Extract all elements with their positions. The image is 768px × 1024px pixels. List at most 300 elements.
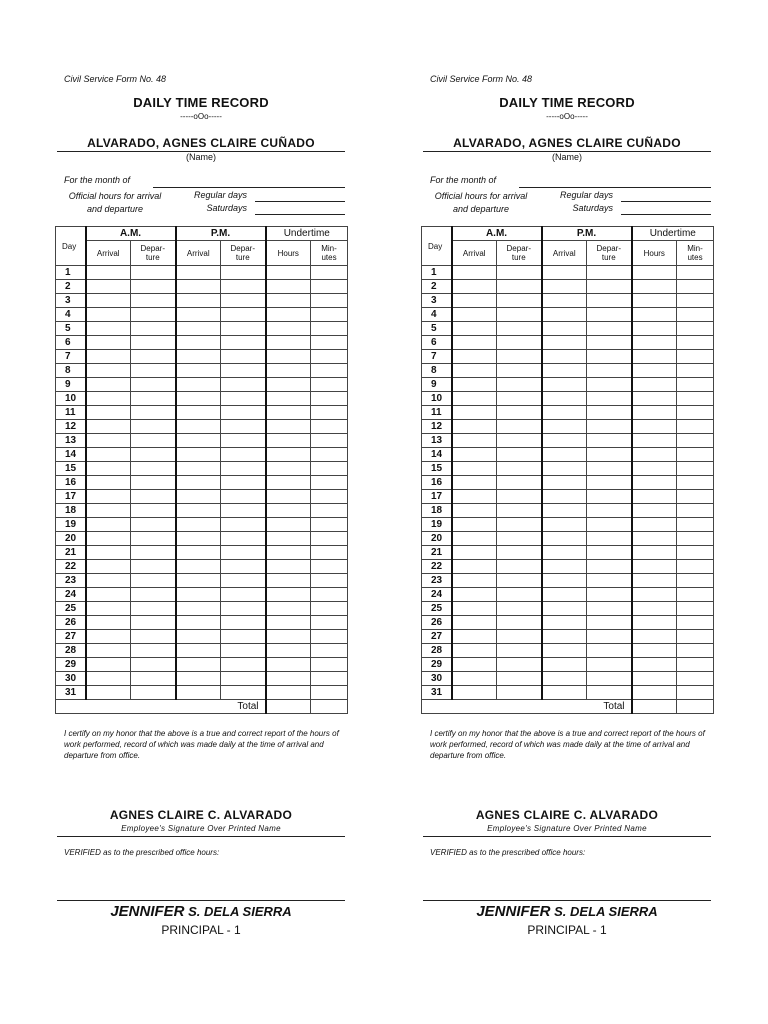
pm-departure-cell[interactable] bbox=[587, 280, 632, 294]
am-arrival-cell[interactable] bbox=[452, 406, 497, 420]
am-arrival-cell[interactable] bbox=[86, 392, 131, 406]
month-field[interactable] bbox=[519, 187, 711, 188]
am-arrival-cell[interactable] bbox=[452, 392, 497, 406]
am-departure-cell[interactable] bbox=[497, 448, 542, 462]
am-departure-cell[interactable] bbox=[497, 392, 542, 406]
undertime-hours-cell[interactable] bbox=[632, 266, 677, 280]
am-departure-cell[interactable] bbox=[131, 490, 176, 504]
undertime-minutes-cell[interactable] bbox=[677, 518, 714, 532]
am-arrival-cell[interactable] bbox=[86, 294, 131, 308]
undertime-hours-cell[interactable] bbox=[266, 602, 311, 616]
am-arrival-cell[interactable] bbox=[86, 448, 131, 462]
am-arrival-cell[interactable] bbox=[452, 378, 497, 392]
pm-departure-cell[interactable] bbox=[587, 644, 632, 658]
undertime-hours-cell[interactable] bbox=[266, 322, 311, 336]
undertime-minutes-cell[interactable] bbox=[311, 294, 348, 308]
am-departure-cell[interactable] bbox=[497, 532, 542, 546]
am-arrival-cell[interactable] bbox=[86, 588, 131, 602]
pm-arrival-cell[interactable] bbox=[176, 378, 221, 392]
am-departure-cell[interactable] bbox=[131, 574, 176, 588]
am-departure-cell[interactable] bbox=[497, 658, 542, 672]
am-departure-cell[interactable] bbox=[497, 336, 542, 350]
undertime-hours-cell[interactable] bbox=[632, 686, 677, 700]
am-departure-cell[interactable] bbox=[497, 518, 542, 532]
am-arrival-cell[interactable] bbox=[452, 322, 497, 336]
pm-departure-cell[interactable] bbox=[221, 378, 266, 392]
undertime-minutes-cell[interactable] bbox=[677, 532, 714, 546]
pm-arrival-cell[interactable] bbox=[542, 294, 587, 308]
pm-departure-cell[interactable] bbox=[587, 406, 632, 420]
undertime-hours-cell[interactable] bbox=[266, 448, 311, 462]
pm-departure-cell[interactable] bbox=[587, 630, 632, 644]
undertime-minutes-cell[interactable] bbox=[311, 364, 348, 378]
pm-arrival-cell[interactable] bbox=[176, 616, 221, 630]
undertime-hours-cell[interactable] bbox=[632, 294, 677, 308]
undertime-hours-cell[interactable] bbox=[266, 294, 311, 308]
undertime-hours-cell[interactable] bbox=[632, 588, 677, 602]
pm-arrival-cell[interactable] bbox=[542, 658, 587, 672]
undertime-minutes-cell[interactable] bbox=[311, 392, 348, 406]
undertime-hours-cell[interactable] bbox=[632, 574, 677, 588]
am-arrival-cell[interactable] bbox=[86, 686, 131, 700]
pm-departure-cell[interactable] bbox=[587, 350, 632, 364]
pm-arrival-cell[interactable] bbox=[176, 658, 221, 672]
pm-departure-cell[interactable] bbox=[221, 434, 266, 448]
undertime-minutes-cell[interactable] bbox=[677, 364, 714, 378]
undertime-hours-cell[interactable] bbox=[266, 504, 311, 518]
undertime-minutes-cell[interactable] bbox=[677, 630, 714, 644]
regular-days-field[interactable] bbox=[255, 201, 345, 202]
pm-departure-cell[interactable] bbox=[221, 672, 266, 686]
am-departure-cell[interactable] bbox=[497, 504, 542, 518]
undertime-minutes-cell[interactable] bbox=[311, 462, 348, 476]
am-departure-cell[interactable] bbox=[497, 434, 542, 448]
pm-departure-cell[interactable] bbox=[221, 448, 266, 462]
pm-departure-cell[interactable] bbox=[221, 392, 266, 406]
pm-arrival-cell[interactable] bbox=[176, 602, 221, 616]
am-arrival-cell[interactable] bbox=[86, 476, 131, 490]
am-arrival-cell[interactable] bbox=[452, 350, 497, 364]
undertime-hours-cell[interactable] bbox=[266, 462, 311, 476]
pm-departure-cell[interactable] bbox=[587, 574, 632, 588]
saturdays-field[interactable] bbox=[255, 214, 345, 215]
pm-departure-cell[interactable] bbox=[587, 392, 632, 406]
am-departure-cell[interactable] bbox=[131, 434, 176, 448]
pm-arrival-cell[interactable] bbox=[542, 266, 587, 280]
undertime-hours-cell[interactable] bbox=[266, 434, 311, 448]
am-departure-cell[interactable] bbox=[497, 686, 542, 700]
am-arrival-cell[interactable] bbox=[86, 406, 131, 420]
pm-departure-cell[interactable] bbox=[587, 364, 632, 378]
undertime-hours-cell[interactable] bbox=[632, 378, 677, 392]
am-arrival-cell[interactable] bbox=[86, 616, 131, 630]
undertime-minutes-cell[interactable] bbox=[677, 378, 714, 392]
undertime-hours-cell[interactable] bbox=[266, 546, 311, 560]
undertime-minutes-cell[interactable] bbox=[677, 462, 714, 476]
undertime-minutes-cell[interactable] bbox=[311, 672, 348, 686]
am-departure-cell[interactable] bbox=[131, 266, 176, 280]
undertime-minutes-cell[interactable] bbox=[677, 476, 714, 490]
undertime-hours-cell[interactable] bbox=[632, 532, 677, 546]
pm-arrival-cell[interactable] bbox=[176, 280, 221, 294]
undertime-hours-cell[interactable] bbox=[266, 392, 311, 406]
undertime-minutes-cell[interactable] bbox=[677, 546, 714, 560]
pm-arrival-cell[interactable] bbox=[176, 392, 221, 406]
undertime-minutes-cell[interactable] bbox=[311, 490, 348, 504]
pm-departure-cell[interactable] bbox=[587, 588, 632, 602]
am-arrival-cell[interactable] bbox=[86, 322, 131, 336]
pm-arrival-cell[interactable] bbox=[176, 518, 221, 532]
am-arrival-cell[interactable] bbox=[86, 574, 131, 588]
am-arrival-cell[interactable] bbox=[86, 630, 131, 644]
pm-arrival-cell[interactable] bbox=[176, 266, 221, 280]
am-departure-cell[interactable] bbox=[497, 406, 542, 420]
undertime-hours-cell[interactable] bbox=[266, 686, 311, 700]
undertime-hours-cell[interactable] bbox=[632, 490, 677, 504]
undertime-minutes-cell[interactable] bbox=[311, 336, 348, 350]
pm-arrival-cell[interactable] bbox=[176, 504, 221, 518]
undertime-hours-cell[interactable] bbox=[266, 280, 311, 294]
am-arrival-cell[interactable] bbox=[86, 532, 131, 546]
undertime-hours-cell[interactable] bbox=[632, 476, 677, 490]
undertime-minutes-cell[interactable] bbox=[677, 672, 714, 686]
pm-arrival-cell[interactable] bbox=[176, 308, 221, 322]
am-departure-cell[interactable] bbox=[497, 350, 542, 364]
am-arrival-cell[interactable] bbox=[452, 630, 497, 644]
undertime-hours-cell[interactable] bbox=[632, 336, 677, 350]
am-arrival-cell[interactable] bbox=[86, 518, 131, 532]
pm-arrival-cell[interactable] bbox=[176, 560, 221, 574]
am-departure-cell[interactable] bbox=[131, 462, 176, 476]
pm-arrival-cell[interactable] bbox=[542, 644, 587, 658]
pm-departure-cell[interactable] bbox=[221, 280, 266, 294]
undertime-hours-cell[interactable] bbox=[266, 518, 311, 532]
pm-departure-cell[interactable] bbox=[221, 574, 266, 588]
undertime-hours-cell[interactable] bbox=[632, 308, 677, 322]
am-arrival-cell[interactable] bbox=[86, 560, 131, 574]
pm-arrival-cell[interactable] bbox=[542, 462, 587, 476]
am-departure-cell[interactable] bbox=[497, 546, 542, 560]
undertime-hours-cell[interactable] bbox=[632, 602, 677, 616]
undertime-hours-cell[interactable] bbox=[632, 364, 677, 378]
am-departure-cell[interactable] bbox=[131, 588, 176, 602]
am-arrival-cell[interactable] bbox=[452, 560, 497, 574]
pm-arrival-cell[interactable] bbox=[542, 504, 587, 518]
undertime-minutes-cell[interactable] bbox=[311, 560, 348, 574]
pm-departure-cell[interactable] bbox=[587, 560, 632, 574]
undertime-minutes-cell[interactable] bbox=[677, 560, 714, 574]
pm-arrival-cell[interactable] bbox=[176, 406, 221, 420]
undertime-hours-cell[interactable] bbox=[266, 644, 311, 658]
undertime-minutes-cell[interactable] bbox=[677, 490, 714, 504]
undertime-hours-cell[interactable] bbox=[266, 406, 311, 420]
pm-arrival-cell[interactable] bbox=[542, 322, 587, 336]
undertime-hours-cell[interactable] bbox=[632, 560, 677, 574]
am-departure-cell[interactable] bbox=[497, 630, 542, 644]
pm-departure-cell[interactable] bbox=[221, 308, 266, 322]
am-departure-cell[interactable] bbox=[497, 266, 542, 280]
am-departure-cell[interactable] bbox=[131, 546, 176, 560]
pm-departure-cell[interactable] bbox=[587, 378, 632, 392]
total-minutes-cell[interactable] bbox=[677, 700, 714, 714]
undertime-minutes-cell[interactable] bbox=[677, 336, 714, 350]
pm-departure-cell[interactable] bbox=[221, 490, 266, 504]
undertime-minutes-cell[interactable] bbox=[311, 616, 348, 630]
am-departure-cell[interactable] bbox=[497, 574, 542, 588]
undertime-hours-cell[interactable] bbox=[632, 658, 677, 672]
pm-arrival-cell[interactable] bbox=[176, 532, 221, 546]
undertime-hours-cell[interactable] bbox=[266, 532, 311, 546]
am-arrival-cell[interactable] bbox=[86, 462, 131, 476]
pm-departure-cell[interactable] bbox=[221, 476, 266, 490]
am-arrival-cell[interactable] bbox=[452, 602, 497, 616]
pm-departure-cell[interactable] bbox=[221, 658, 266, 672]
am-arrival-cell[interactable] bbox=[86, 434, 131, 448]
undertime-minutes-cell[interactable] bbox=[311, 574, 348, 588]
pm-departure-cell[interactable] bbox=[221, 406, 266, 420]
pm-departure-cell[interactable] bbox=[587, 448, 632, 462]
pm-arrival-cell[interactable] bbox=[176, 490, 221, 504]
undertime-hours-cell[interactable] bbox=[632, 644, 677, 658]
undertime-hours-cell[interactable] bbox=[632, 434, 677, 448]
pm-arrival-cell[interactable] bbox=[542, 602, 587, 616]
am-arrival-cell[interactable] bbox=[452, 574, 497, 588]
undertime-minutes-cell[interactable] bbox=[311, 658, 348, 672]
undertime-minutes-cell[interactable] bbox=[311, 476, 348, 490]
regular-days-field[interactable] bbox=[621, 201, 711, 202]
am-departure-cell[interactable] bbox=[131, 518, 176, 532]
am-departure-cell[interactable] bbox=[131, 350, 176, 364]
undertime-minutes-cell[interactable] bbox=[311, 406, 348, 420]
pm-departure-cell[interactable] bbox=[221, 630, 266, 644]
am-departure-cell[interactable] bbox=[131, 364, 176, 378]
am-arrival-cell[interactable] bbox=[452, 588, 497, 602]
am-arrival-cell[interactable] bbox=[86, 280, 131, 294]
pm-arrival-cell[interactable] bbox=[542, 434, 587, 448]
undertime-minutes-cell[interactable] bbox=[677, 322, 714, 336]
am-arrival-cell[interactable] bbox=[86, 644, 131, 658]
undertime-minutes-cell[interactable] bbox=[311, 350, 348, 364]
undertime-minutes-cell[interactable] bbox=[311, 378, 348, 392]
am-departure-cell[interactable] bbox=[497, 308, 542, 322]
am-departure-cell[interactable] bbox=[497, 588, 542, 602]
undertime-minutes-cell[interactable] bbox=[677, 602, 714, 616]
pm-arrival-cell[interactable] bbox=[176, 434, 221, 448]
am-arrival-cell[interactable] bbox=[86, 308, 131, 322]
am-departure-cell[interactable] bbox=[131, 602, 176, 616]
am-departure-cell[interactable] bbox=[131, 476, 176, 490]
pm-departure-cell[interactable] bbox=[587, 308, 632, 322]
am-arrival-cell[interactable] bbox=[86, 490, 131, 504]
pm-arrival-cell[interactable] bbox=[176, 364, 221, 378]
undertime-minutes-cell[interactable] bbox=[677, 420, 714, 434]
undertime-minutes-cell[interactable] bbox=[677, 308, 714, 322]
am-departure-cell[interactable] bbox=[497, 462, 542, 476]
am-arrival-cell[interactable] bbox=[452, 504, 497, 518]
pm-departure-cell[interactable] bbox=[221, 518, 266, 532]
am-arrival-cell[interactable] bbox=[452, 434, 497, 448]
am-departure-cell[interactable] bbox=[497, 294, 542, 308]
undertime-minutes-cell[interactable] bbox=[311, 518, 348, 532]
am-departure-cell[interactable] bbox=[497, 420, 542, 434]
am-arrival-cell[interactable] bbox=[452, 336, 497, 350]
am-departure-cell[interactable] bbox=[131, 336, 176, 350]
am-departure-cell[interactable] bbox=[497, 322, 542, 336]
undertime-minutes-cell[interactable] bbox=[311, 280, 348, 294]
pm-departure-cell[interactable] bbox=[587, 476, 632, 490]
am-departure-cell[interactable] bbox=[497, 490, 542, 504]
am-departure-cell[interactable] bbox=[131, 406, 176, 420]
pm-departure-cell[interactable] bbox=[221, 616, 266, 630]
pm-arrival-cell[interactable] bbox=[176, 644, 221, 658]
undertime-hours-cell[interactable] bbox=[266, 658, 311, 672]
pm-arrival-cell[interactable] bbox=[542, 406, 587, 420]
undertime-hours-cell[interactable] bbox=[632, 462, 677, 476]
undertime-hours-cell[interactable] bbox=[266, 616, 311, 630]
pm-arrival-cell[interactable] bbox=[542, 280, 587, 294]
pm-arrival-cell[interactable] bbox=[542, 420, 587, 434]
am-arrival-cell[interactable] bbox=[452, 518, 497, 532]
undertime-hours-cell[interactable] bbox=[266, 588, 311, 602]
undertime-hours-cell[interactable] bbox=[632, 504, 677, 518]
pm-arrival-cell[interactable] bbox=[542, 686, 587, 700]
pm-departure-cell[interactable] bbox=[587, 462, 632, 476]
pm-arrival-cell[interactable] bbox=[542, 490, 587, 504]
undertime-hours-cell[interactable] bbox=[632, 448, 677, 462]
pm-departure-cell[interactable] bbox=[587, 294, 632, 308]
pm-departure-cell[interactable] bbox=[221, 350, 266, 364]
pm-departure-cell[interactable] bbox=[587, 518, 632, 532]
am-arrival-cell[interactable] bbox=[452, 280, 497, 294]
pm-departure-cell[interactable] bbox=[587, 504, 632, 518]
pm-departure-cell[interactable] bbox=[221, 322, 266, 336]
pm-departure-cell[interactable] bbox=[587, 532, 632, 546]
undertime-minutes-cell[interactable] bbox=[677, 574, 714, 588]
am-arrival-cell[interactable] bbox=[86, 672, 131, 686]
am-departure-cell[interactable] bbox=[497, 280, 542, 294]
am-departure-cell[interactable] bbox=[131, 532, 176, 546]
undertime-hours-cell[interactable] bbox=[266, 350, 311, 364]
am-departure-cell[interactable] bbox=[497, 560, 542, 574]
am-arrival-cell[interactable] bbox=[86, 658, 131, 672]
pm-departure-cell[interactable] bbox=[587, 322, 632, 336]
am-arrival-cell[interactable] bbox=[452, 476, 497, 490]
undertime-minutes-cell[interactable] bbox=[311, 308, 348, 322]
undertime-minutes-cell[interactable] bbox=[677, 350, 714, 364]
pm-departure-cell[interactable] bbox=[221, 462, 266, 476]
am-arrival-cell[interactable] bbox=[452, 546, 497, 560]
undertime-hours-cell[interactable] bbox=[266, 364, 311, 378]
am-arrival-cell[interactable] bbox=[86, 350, 131, 364]
am-departure-cell[interactable] bbox=[131, 504, 176, 518]
undertime-minutes-cell[interactable] bbox=[677, 266, 714, 280]
pm-arrival-cell[interactable] bbox=[176, 686, 221, 700]
pm-departure-cell[interactable] bbox=[587, 546, 632, 560]
am-departure-cell[interactable] bbox=[131, 448, 176, 462]
undertime-hours-cell[interactable] bbox=[632, 672, 677, 686]
am-departure-cell[interactable] bbox=[131, 308, 176, 322]
pm-arrival-cell[interactable] bbox=[176, 630, 221, 644]
am-departure-cell[interactable] bbox=[131, 420, 176, 434]
undertime-minutes-cell[interactable] bbox=[311, 532, 348, 546]
undertime-minutes-cell[interactable] bbox=[311, 686, 348, 700]
undertime-hours-cell[interactable] bbox=[632, 406, 677, 420]
pm-arrival-cell[interactable] bbox=[542, 616, 587, 630]
am-departure-cell[interactable] bbox=[131, 294, 176, 308]
pm-departure-cell[interactable] bbox=[221, 686, 266, 700]
pm-arrival-cell[interactable] bbox=[176, 672, 221, 686]
pm-departure-cell[interactable] bbox=[587, 490, 632, 504]
undertime-hours-cell[interactable] bbox=[266, 630, 311, 644]
pm-arrival-cell[interactable] bbox=[176, 420, 221, 434]
am-arrival-cell[interactable] bbox=[86, 364, 131, 378]
pm-arrival-cell[interactable] bbox=[176, 336, 221, 350]
am-arrival-cell[interactable] bbox=[452, 294, 497, 308]
undertime-minutes-cell[interactable] bbox=[311, 630, 348, 644]
pm-arrival-cell[interactable] bbox=[176, 546, 221, 560]
undertime-minutes-cell[interactable] bbox=[311, 420, 348, 434]
pm-arrival-cell[interactable] bbox=[542, 476, 587, 490]
undertime-hours-cell[interactable] bbox=[266, 336, 311, 350]
undertime-minutes-cell[interactable] bbox=[311, 322, 348, 336]
pm-arrival-cell[interactable] bbox=[542, 546, 587, 560]
am-departure-cell[interactable] bbox=[497, 644, 542, 658]
am-arrival-cell[interactable] bbox=[452, 616, 497, 630]
undertime-hours-cell[interactable] bbox=[632, 630, 677, 644]
undertime-minutes-cell[interactable] bbox=[311, 588, 348, 602]
undertime-hours-cell[interactable] bbox=[632, 518, 677, 532]
pm-departure-cell[interactable] bbox=[587, 616, 632, 630]
pm-departure-cell[interactable] bbox=[221, 266, 266, 280]
am-departure-cell[interactable] bbox=[131, 280, 176, 294]
pm-departure-cell[interactable] bbox=[221, 364, 266, 378]
undertime-minutes-cell[interactable] bbox=[677, 392, 714, 406]
undertime-hours-cell[interactable] bbox=[632, 350, 677, 364]
pm-arrival-cell[interactable] bbox=[176, 462, 221, 476]
am-arrival-cell[interactable] bbox=[86, 378, 131, 392]
pm-arrival-cell[interactable] bbox=[542, 378, 587, 392]
pm-arrival-cell[interactable] bbox=[542, 392, 587, 406]
am-arrival-cell[interactable] bbox=[86, 420, 131, 434]
am-departure-cell[interactable] bbox=[131, 560, 176, 574]
undertime-minutes-cell[interactable] bbox=[311, 266, 348, 280]
am-arrival-cell[interactable] bbox=[452, 266, 497, 280]
total-minutes-cell[interactable] bbox=[311, 700, 348, 714]
am-departure-cell[interactable] bbox=[497, 378, 542, 392]
am-arrival-cell[interactable] bbox=[452, 364, 497, 378]
pm-arrival-cell[interactable] bbox=[542, 672, 587, 686]
month-field[interactable] bbox=[153, 187, 345, 188]
undertime-hours-cell[interactable] bbox=[632, 616, 677, 630]
pm-departure-cell[interactable] bbox=[587, 686, 632, 700]
am-arrival-cell[interactable] bbox=[452, 490, 497, 504]
am-arrival-cell[interactable] bbox=[452, 532, 497, 546]
am-departure-cell[interactable] bbox=[497, 602, 542, 616]
undertime-hours-cell[interactable] bbox=[266, 308, 311, 322]
pm-departure-cell[interactable] bbox=[587, 658, 632, 672]
pm-arrival-cell[interactable] bbox=[542, 574, 587, 588]
saturdays-field[interactable] bbox=[621, 214, 711, 215]
undertime-hours-cell[interactable] bbox=[266, 560, 311, 574]
undertime-minutes-cell[interactable] bbox=[311, 434, 348, 448]
undertime-minutes-cell[interactable] bbox=[311, 448, 348, 462]
am-departure-cell[interactable] bbox=[497, 364, 542, 378]
pm-arrival-cell[interactable] bbox=[176, 294, 221, 308]
pm-arrival-cell[interactable] bbox=[176, 476, 221, 490]
pm-arrival-cell[interactable] bbox=[176, 588, 221, 602]
am-departure-cell[interactable] bbox=[131, 322, 176, 336]
am-departure-cell[interactable] bbox=[131, 630, 176, 644]
